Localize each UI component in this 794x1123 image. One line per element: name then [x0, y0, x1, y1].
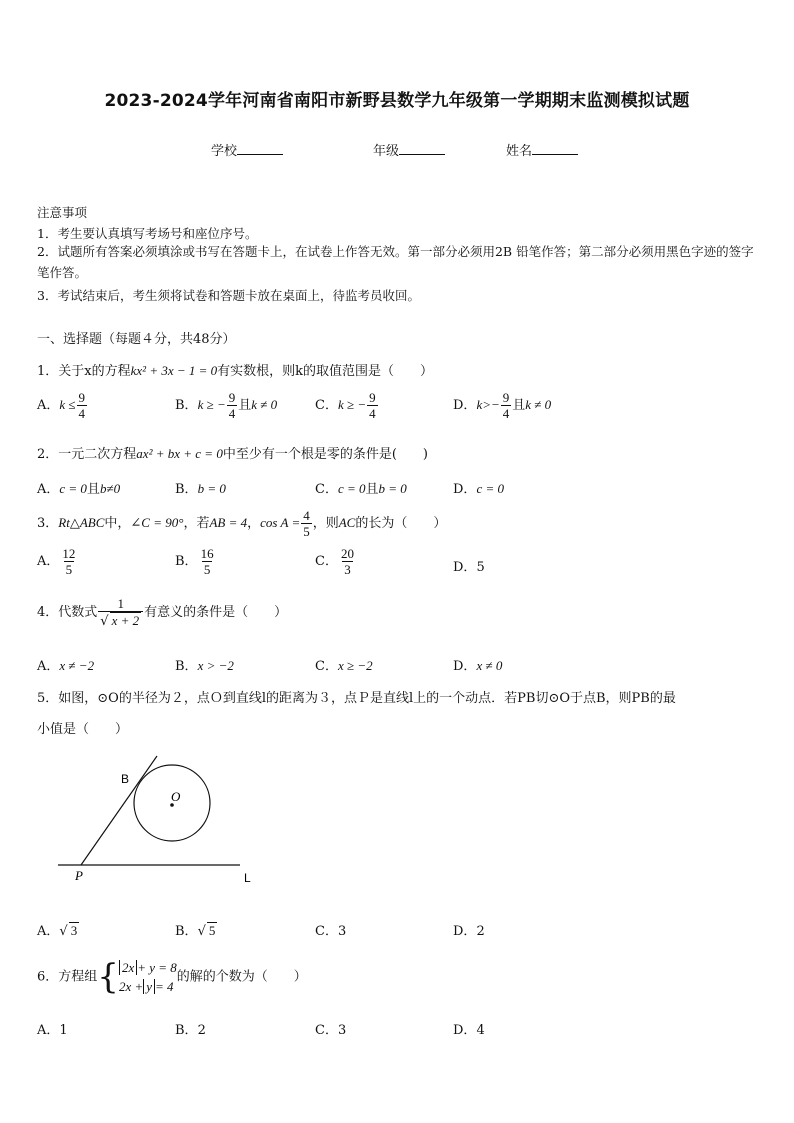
- question-6: [37, 958, 307, 996]
- math-expression: x ≠ 0: [476, 658, 503, 673]
- option-label: D．: [453, 1023, 477, 1038]
- math-expression: b = 0: [378, 481, 407, 496]
- option-d[interactable]: [453, 478, 504, 497]
- option-d[interactable]: [453, 1019, 485, 1038]
- option-label: D．: [453, 924, 477, 939]
- denominator: 3: [344, 562, 351, 577]
- option-label: A．: [37, 554, 60, 569]
- math-expression: k>−: [476, 397, 500, 412]
- math-expression: Rt△ABC: [58, 515, 105, 530]
- option-c[interactable]: [315, 920, 346, 939]
- option-label: D．: [453, 482, 477, 497]
- fraction: [60, 546, 77, 577]
- option-text: 且: [512, 398, 526, 413]
- question-5-line2: 小值是（ ）: [37, 722, 129, 737]
- question-number: 3．: [37, 516, 59, 531]
- question-text: ，若: [183, 516, 210, 531]
- math-expression: c = 0: [476, 481, 504, 496]
- math-expression: = 4: [155, 979, 174, 994]
- question-text: 有意义的条件是（ ）: [144, 605, 288, 620]
- option-b[interactable]: [175, 546, 217, 577]
- option-text: 且: [365, 482, 379, 497]
- math-expression: k ≥ −: [197, 397, 226, 412]
- math-expression: 2x +: [118, 979, 144, 994]
- tangent-line-pb: [81, 756, 157, 865]
- fraction: [98, 596, 143, 629]
- math-expression: ∠C = 90°: [130, 515, 184, 530]
- option-d[interactable]: [453, 556, 485, 575]
- math-expression: k ≠ 0: [525, 397, 552, 412]
- math-expression: ax² + bx + c = 0: [136, 446, 223, 461]
- option-value: 3: [337, 924, 347, 939]
- question-2: [37, 443, 428, 462]
- label-p: P: [75, 868, 83, 883]
- numerator: 16: [200, 546, 214, 561]
- note-item: 1．考生要认真填写考场号和座位序号。: [37, 226, 258, 241]
- math-expression: + y = 8: [137, 960, 177, 975]
- option-c[interactable]: [315, 478, 407, 497]
- option-label: A．: [37, 659, 60, 674]
- name-blank[interactable]: [532, 142, 578, 155]
- question-text: 有实数根，则k的取值范围是（ ）: [217, 364, 434, 379]
- question-number: 1．: [37, 364, 59, 379]
- math-expression: 2x: [119, 960, 137, 975]
- option-label: B．: [175, 482, 198, 497]
- school-field[interactable]: [211, 140, 283, 159]
- option-text: 且: [238, 398, 252, 413]
- fraction: [501, 390, 512, 421]
- numerator: 12: [62, 546, 76, 561]
- name-label: 姓名: [506, 144, 533, 159]
- q5-figure: [40, 745, 280, 890]
- option-a[interactable]: [37, 478, 120, 497]
- fraction: [199, 546, 216, 577]
- radical-sign: √: [59, 924, 68, 939]
- section-heading: 一、选择题（每题４分，共48分）: [37, 332, 236, 347]
- denominator: [98, 611, 143, 629]
- option-c[interactable]: [315, 546, 357, 577]
- math-expression: b≠0: [99, 481, 121, 496]
- math-expression: x > −2: [197, 658, 234, 673]
- denominator: 4: [228, 406, 236, 421]
- page-title: 2023-2024学年河南省南阳市新野县数学九年级第一学期期末监测模拟试题: [104, 91, 690, 111]
- numerator: 9: [369, 390, 376, 405]
- grade-field[interactable]: [373, 140, 445, 159]
- option-label: A．: [37, 1023, 60, 1038]
- option-label: C．: [315, 554, 338, 569]
- option-c[interactable]: [315, 390, 379, 421]
- question-text: 代数式: [58, 605, 98, 620]
- option-d[interactable]: [453, 920, 485, 939]
- option-c[interactable]: [315, 1019, 346, 1038]
- math-expression: AB = 4: [209, 515, 248, 530]
- brace-icon: {: [97, 957, 119, 997]
- label-o: O: [171, 789, 181, 804]
- math-expression: b = 0: [197, 481, 226, 496]
- question-1: [37, 360, 433, 379]
- fraction: [301, 508, 312, 539]
- question-text: 中至少有一个根是零的条件是( ): [222, 447, 428, 462]
- question-text: ，: [247, 516, 261, 531]
- option-a[interactable]: [37, 1019, 68, 1038]
- math-expression: AC: [338, 515, 356, 530]
- option-label: A．: [37, 398, 60, 413]
- equation-row: [119, 958, 177, 977]
- equation-row: [119, 977, 177, 996]
- numerator: 1: [117, 596, 124, 611]
- option-a[interactable]: [37, 390, 88, 421]
- math-expression: x ≠ −2: [59, 658, 95, 673]
- question-text: ，则: [312, 516, 339, 531]
- option-label: B．: [175, 924, 198, 939]
- option-label: C．: [315, 398, 338, 413]
- radicand: 3: [70, 923, 78, 938]
- question-number: 6．: [37, 969, 59, 985]
- equation-system: [119, 958, 177, 996]
- math-expression: cos A =: [260, 515, 301, 530]
- math-expression: k ≠ 0: [251, 397, 278, 412]
- option-label: A．: [37, 924, 60, 939]
- option-d[interactable]: [453, 390, 551, 421]
- option-b[interactable]: [175, 655, 234, 674]
- math-expression: k ≥ −: [337, 397, 367, 412]
- math-expression: k ≤: [59, 397, 76, 412]
- option-value: 1: [59, 1023, 68, 1038]
- question-text: 一元二次方程: [58, 447, 137, 462]
- numerator: 9: [502, 390, 510, 405]
- option-a[interactable]: [37, 920, 79, 939]
- option-label: B．: [175, 554, 198, 569]
- option-value: 2: [476, 924, 485, 939]
- fraction: [77, 390, 88, 421]
- question-text: 关于x的方程: [58, 364, 131, 379]
- option-label: C．: [315, 1023, 338, 1038]
- math-expression: kx² + 3x − 1 = 0: [130, 363, 218, 378]
- radical-sign: √: [100, 614, 109, 629]
- denominator: 4: [502, 406, 510, 421]
- math-expression: x ≥ −2: [337, 658, 373, 673]
- school-blank[interactable]: [237, 142, 283, 155]
- radicand: 5: [208, 923, 216, 938]
- question-number: 4．: [37, 605, 59, 620]
- question-text: 中，: [104, 516, 131, 531]
- question-text: 的长为（ ）: [355, 516, 447, 531]
- grade-blank[interactable]: [399, 142, 445, 155]
- option-label: A．: [37, 482, 60, 497]
- label-l: L: [244, 871, 251, 885]
- numerator: 9: [228, 390, 236, 405]
- option-value: 2: [197, 1023, 206, 1038]
- denominator: 5: [65, 562, 73, 577]
- numerator: 20: [340, 546, 354, 561]
- option-text: 且: [86, 482, 100, 497]
- question-3: [37, 508, 446, 539]
- option-value: 5: [476, 560, 485, 575]
- option-value: 3: [337, 1023, 347, 1038]
- question-5-line1: 5．如图，⊙O的半径为２，点Ｏ到直线l的距离为３，点Ｐ是直线l上的一个动点．若PB切⊙O于点B，则PB的最: [37, 691, 676, 706]
- option-b[interactable]: [175, 390, 277, 421]
- name-field[interactable]: [506, 140, 578, 159]
- note-item: 3．考试结束后，考生须将试卷和答题卡放在桌面上，待监考员收回。: [37, 288, 420, 303]
- math-expression: c = 0: [337, 481, 366, 496]
- option-label: C．: [315, 924, 338, 939]
- option-a[interactable]: [37, 546, 78, 577]
- option-value: 4: [476, 1023, 485, 1038]
- denominator: 4: [369, 406, 376, 421]
- math-expression: c = 0: [59, 481, 87, 496]
- option-b[interactable]: [175, 1019, 206, 1038]
- option-label: B．: [175, 659, 198, 674]
- question-4: [37, 596, 287, 629]
- option-label: D．: [453, 560, 477, 575]
- fraction: [227, 390, 238, 421]
- school-label: 学校: [211, 144, 238, 159]
- question-number: 2．: [37, 447, 59, 462]
- option-label: D．: [453, 659, 477, 674]
- denominator: 4: [78, 406, 86, 421]
- label-b: B: [121, 772, 130, 786]
- option-b[interactable]: [175, 478, 226, 497]
- math-expression: y: [143, 979, 155, 994]
- grade-label: 年级: [373, 144, 400, 159]
- option-a[interactable]: [37, 655, 94, 674]
- question-text: 的解的个数为（ ）: [176, 969, 307, 985]
- question-text: 方程组: [58, 969, 98, 985]
- option-d[interactable]: [453, 655, 502, 674]
- numerator: 4: [303, 508, 310, 523]
- radicand: x + 2: [111, 613, 140, 628]
- fraction: [339, 546, 356, 577]
- denominator: 5: [203, 562, 211, 577]
- option-label: C．: [315, 482, 338, 497]
- denominator: 5: [303, 524, 310, 539]
- radical-sign: √: [197, 924, 206, 939]
- option-label: C．: [315, 659, 338, 674]
- option-label: B．: [175, 1023, 198, 1038]
- option-b[interactable]: [175, 920, 217, 939]
- option-label: B．: [175, 398, 198, 413]
- option-c[interactable]: [315, 655, 373, 674]
- option-label: D．: [453, 398, 477, 413]
- notes-heading: 注意事项: [37, 205, 88, 220]
- note-item: 2．试题所有答案必须填涂或书写在答题卡上，在试卷上作答无效。第一部分必须用2B 铅笔作答；第二部分必须用黑色字迹的签字笔作答。: [37, 244, 754, 280]
- numerator: 9: [78, 390, 86, 405]
- fraction: [367, 390, 378, 421]
